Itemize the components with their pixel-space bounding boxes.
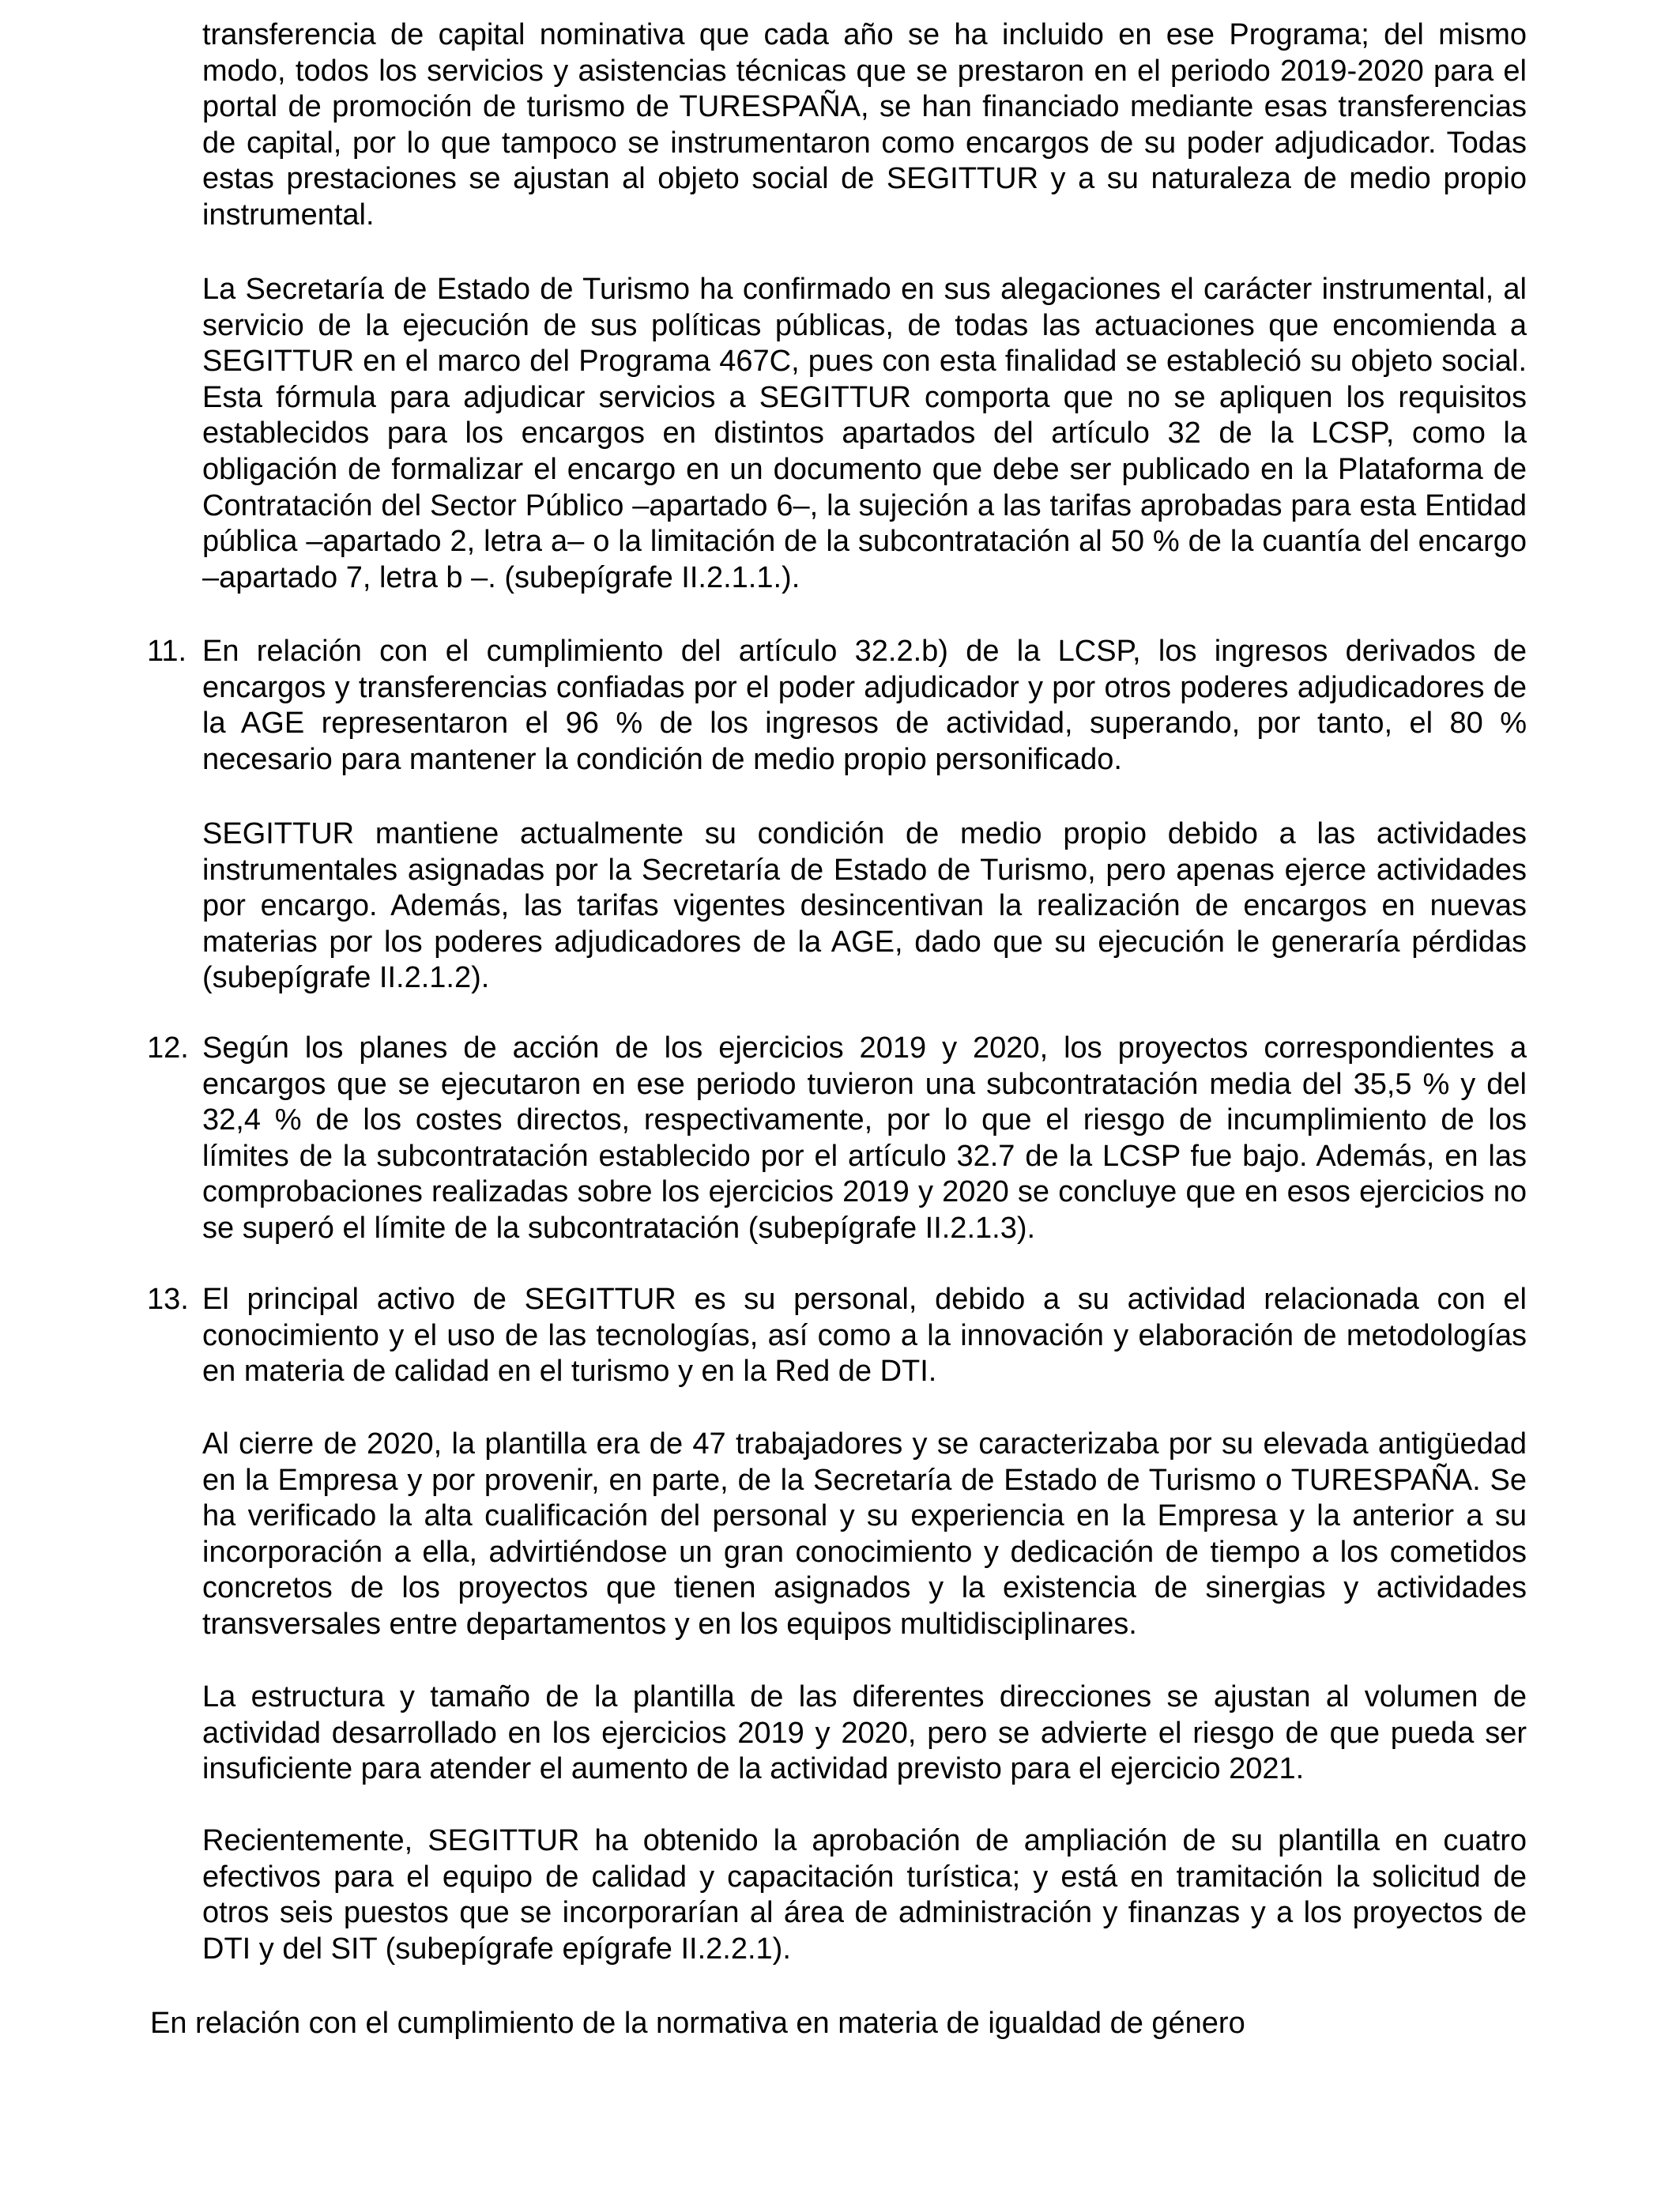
list-item-12: Según los planes de acción de los ejercicios 2019 y 2020, los proyectos correspondientes a encargos que se ejecutaron en ese periodo tuvieron una subcontratación media del 35,5 % y del 32,4 % de los costes directos, respectivamente, por lo que el riesgo de incumplimiento de los límites de la subcontratación establecido por el artículo 32.7 de la LCSP fue bajo. Además, en las comprobaciones realizadas sobre los ejercicios 2019 y 2020 se concluye que en esos ejercicios no se superó el límite de la subcontratación (subepígrafe II.2.1.3).	[202, 1031, 1527, 1245]
paragraph-estructura-plantilla: La estructura y tamaño de la plantilla de las diferentes direcciones se ajustan al volumen de actividad desarrollado en los ejercicios 2019 y 2020, pero se advierte el riesgo de que pueda ser insuficiente para atender el aumento de la actividad previsto para el ejercicio 2021.	[202, 1680, 1527, 1786]
paragraph-medio-propio: SEGITTUR mantiene actualmente su condición de medio propio debido a las actividades instrumentales asignadas por la Secretaría de Estado de Turismo, pero apenas ejerce actividades por encargo. Además, las tarifas vigentes desincentivan la realización de encargos en nuevas materias por los poderes adjudicadores de la AGE, dado que su ejecución le generaría pérdidas (subepígrafe II.2.1.2).	[202, 817, 1527, 995]
paragraph-capital-transfers: transferencia de capital nominativa que cada año se ha incluido en ese Programa; del mismo modo, todos los servicios y asistencias técnicas que se prestaron en el periodo 2019-2020 para el portal de promoción de turismo de TURESPAÑA, se han financiado mediante esas transferencias de capital, por lo que tampoco se instrumentaron como encargos de su poder adjudicador. Todas estas prestaciones se ajustan al objeto social de SEGITTUR y a su naturaleza de medio propio instrumental.	[202, 18, 1527, 232]
list-number-11: 11.	[147, 635, 187, 668]
list-number-12: 12.	[147, 1031, 189, 1065]
paragraph-plantilla-2020: Al cierre de 2020, la plantilla era de 47 trabajadores y se caracterizaba por su elevada antigüedad en la Empresa y por provenir, en parte, de la Secretaría de Estado de Turismo o TURESPAÑA. Se ha verificado la alta cualificación del personal y su experiencia en la Empresa y la anterior a su incorporación a ella, advirtiéndose un gran conocimiento y dedicación de tiempo a los cometidos concretos de los proyectos que tienen asignados y la existencia de sinergias y actividades transversales entre departamentos y en los equipos multidisciplinares.	[202, 1427, 1527, 1641]
paragraph-secretaria-turismo: La Secretaría de Estado de Turismo ha confirmado en sus alegaciones el carácter instrumental, al servicio de la ejecución de sus políticas públicas, de todas las actuaciones que encomienda a SEGITTUR en el marco del Programa 467C, pues con esta finalidad se estableció su objeto social. Esta fórmula para adjudicar servicios a SEGITTUR comporta que no se apliquen los requisitos establecidos para los encargos en distintos apartados del artículo 32 de la LCSP, como la obligación de formalizar el encargo en un documento que debe ser publicado en la Plataforma de Contratación del Sector Público –apartado 6–, la sujeción a las tarifas aprobadas para esta Entidad pública –apartado 2, letra a– o la limitación de la subcontratación al 50 % de la cuantía del encargo –apartado 7, letra b –. (subepígrafe II.2.1.1.).	[202, 273, 1527, 594]
list-item-13: El principal activo de SEGITTUR es su personal, debido a su actividad relacionada con el conocimiento y el uso de las tecnologías, así como a la innovación y elaboración de metodologías en materia de calidad en el turismo y en la Red de DTI.	[202, 1283, 1527, 1389]
section-lead-igualdad-genero: En relación con el cumplimiento de la normativa en materia de igualdad de género	[150, 2007, 1245, 2040]
paragraph-ampliacion-plantilla: Recientemente, SEGITTUR ha obtenido la aprobación de ampliación de su plantilla en cuatro efectivos para el equipo de calidad y capacitación turística; y está en tramitación la solicitud de otros seis puestos que se incorporarían al área de administración y finanzas y a los proyectos de DTI y del SIT (subepígrafe epígrafe II.2.2.1).	[202, 1824, 1527, 1966]
list-item-11: En relación con el cumplimiento del artículo 32.2.b) de la LCSP, los ingresos derivados de encargos y transferencias confiadas por el poder adjudicador y por otros poderes adjudicadores de la AGE representaron el 96 % de los ingresos de actividad, superando, por tanto, el 80 % necesario para mantener la condición de medio propio personificado.	[202, 635, 1527, 776]
list-number-13: 13.	[147, 1283, 189, 1316]
